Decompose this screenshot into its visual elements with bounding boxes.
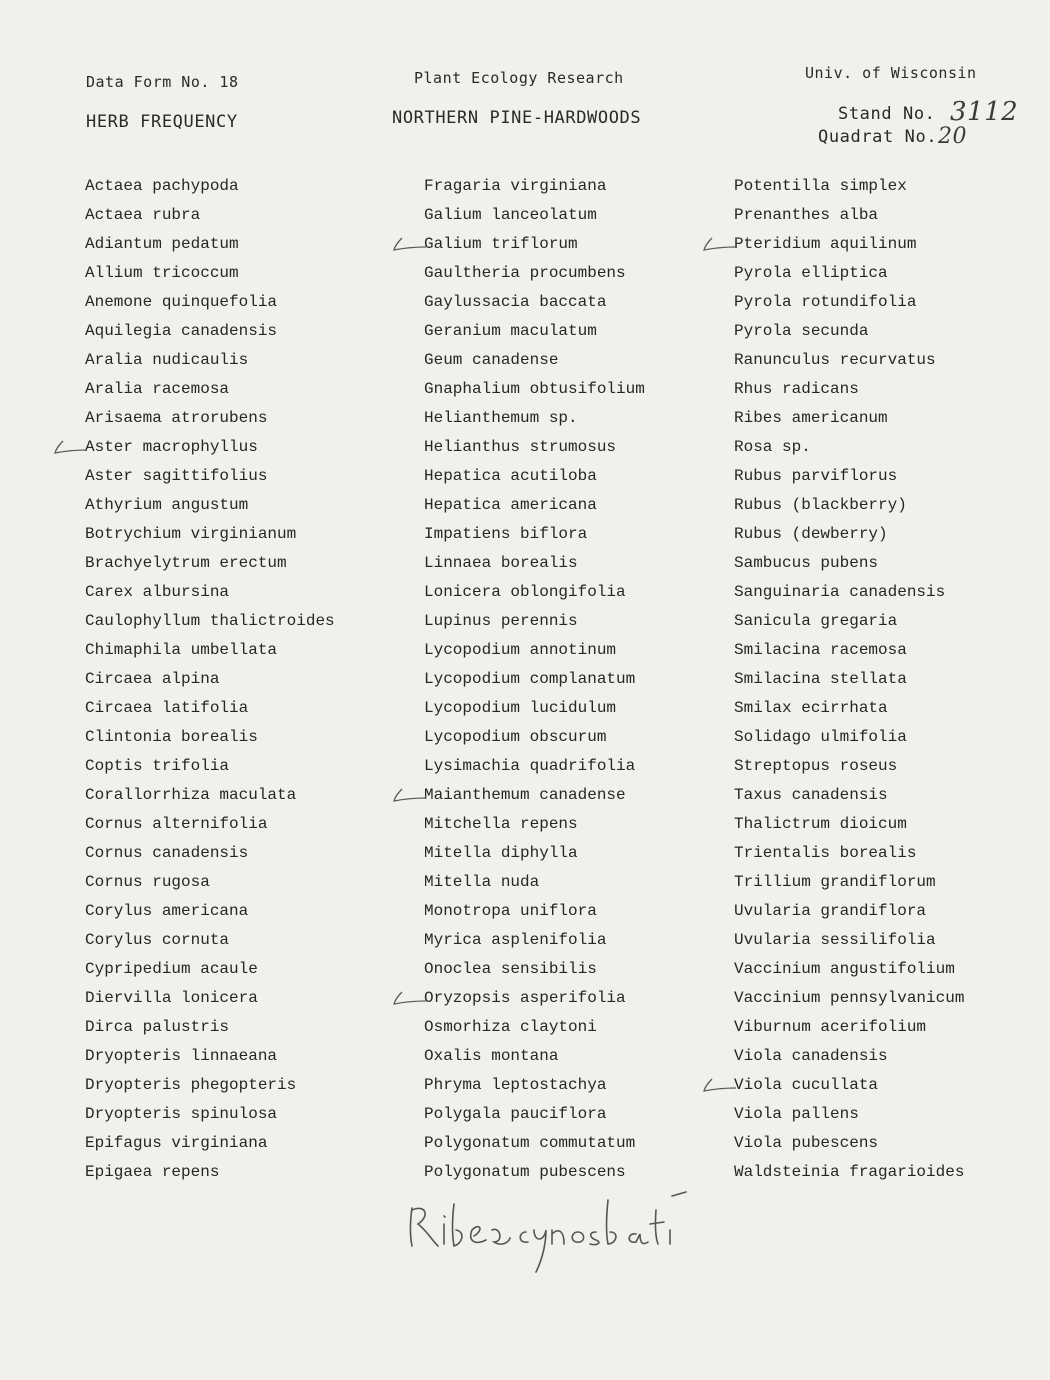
species-name: Thalictrum dioicum: [734, 815, 907, 833]
species-name: Smilacina racemosa: [734, 641, 907, 659]
species-item: [424, 549, 645, 578]
species-name: Monotropa uniflora: [424, 902, 597, 920]
species-column-3: [734, 172, 964, 1187]
species-item: [734, 172, 964, 201]
species-item: [734, 259, 964, 288]
species-name: Dryopteris phegopteris: [85, 1076, 297, 1094]
species-name: Rubus parviflorus: [734, 467, 898, 485]
species-item: [424, 578, 645, 607]
species-item: [734, 1013, 964, 1042]
species-name: Maianthemum canadense: [424, 786, 626, 804]
species-item: [424, 462, 645, 491]
species-item: [85, 346, 335, 375]
species-name: Diervilla lonicera: [85, 989, 258, 1007]
species-name: Oryzopsis asperifolia: [424, 989, 626, 1007]
species-item: [424, 839, 645, 868]
species-name: Cornus alternifolia: [85, 815, 268, 833]
species-item: [85, 955, 335, 984]
species-name: Athyrium angustum: [85, 496, 249, 514]
species-item: [734, 1071, 964, 1100]
species-name: Lycopodium annotinum: [424, 641, 617, 659]
species-item: [734, 1158, 964, 1187]
species-item: [85, 781, 335, 810]
species-name: Ribes americanum: [734, 409, 888, 427]
species-item: [85, 926, 335, 955]
species-name: Onoclea sensibilis: [424, 960, 597, 978]
species-name: Impatiens biflora: [424, 525, 588, 543]
species-name: Cypripedium acaule: [85, 960, 258, 978]
species-item: [424, 868, 645, 897]
species-item: [424, 984, 645, 1013]
community-title: NORTHERN PINE-HARDWOODS: [392, 108, 642, 128]
species-name: Mitella diphylla: [424, 844, 578, 862]
species-name: Oxalis montana: [424, 1047, 559, 1065]
species-item: [424, 491, 645, 520]
species-name: Hepatica acutiloba: [424, 467, 597, 485]
species-name: Lonicera oblongifolia: [424, 583, 626, 601]
species-name: Myrica asplenifolia: [424, 931, 607, 949]
species-item: [734, 781, 964, 810]
species-item: [424, 723, 645, 752]
species-name: Carex albursina: [85, 583, 230, 601]
species-name: Rhus radicans: [734, 380, 859, 398]
species-item: [424, 404, 645, 433]
species-item: [85, 375, 335, 404]
species-item: [734, 462, 964, 491]
species-name: Rosa sp.: [734, 438, 811, 456]
species-item: [85, 1042, 335, 1071]
species-item: [85, 1100, 335, 1129]
species-item: [85, 636, 335, 665]
species-name: Potentilla simplex: [734, 177, 907, 195]
species-item: [424, 1158, 645, 1187]
species-name: Lycopodium lucidulum: [424, 699, 617, 717]
species-item: [85, 607, 335, 636]
species-item: [734, 955, 964, 984]
species-item: [424, 694, 645, 723]
species-item: [734, 230, 964, 259]
species-name: Circaea latifolia: [85, 699, 249, 717]
species-item: [85, 433, 335, 462]
species-item: [734, 984, 964, 1013]
check-mark-icon: [392, 990, 426, 1006]
species-item: [734, 897, 964, 926]
species-item: [85, 1071, 335, 1100]
species-name: Aralia racemosa: [85, 380, 230, 398]
quadrat-number-value: 20: [938, 124, 967, 149]
species-name: Geranium maculatum: [424, 322, 597, 340]
species-name: Clintonia borealis: [85, 728, 258, 746]
species-item: [734, 752, 964, 781]
species-name: Sambucus pubens: [734, 554, 879, 572]
species-item: [85, 201, 335, 230]
species-name: Sanicula gregaria: [734, 612, 898, 630]
species-name: Viola canadensis: [734, 1047, 888, 1065]
species-item: [424, 897, 645, 926]
species-name: Caulophyllum thalictroides: [85, 612, 335, 630]
species-item: [85, 288, 335, 317]
species-item: [734, 839, 964, 868]
species-name: Galium lanceolatum: [424, 206, 597, 224]
species-name: Gnaphalium obtusifolium: [424, 380, 645, 398]
species-name: Smilacina stellata: [734, 670, 907, 688]
species-name: Phryma leptostachya: [424, 1076, 607, 1094]
species-name: Vaccinium pennsylvanicum: [734, 989, 965, 1007]
species-name: Allium tricoccum: [85, 264, 239, 282]
species-name: Mitella nuda: [424, 873, 540, 891]
species-item: [734, 491, 964, 520]
species-item: [734, 665, 964, 694]
species-name: Polygonatum commutatum: [424, 1134, 636, 1152]
species-name: Aquilegia canadensis: [85, 322, 278, 340]
species-name: Cornus rugosa: [85, 873, 210, 891]
handwritten-note-scribble: [400, 1190, 690, 1280]
species-item: [424, 781, 645, 810]
species-name: Cornus canadensis: [85, 844, 249, 862]
species-column-1: [85, 172, 335, 1187]
species-item: [424, 201, 645, 230]
species-name: Osmorhiza claytoni: [424, 1018, 597, 1036]
species-name: Aster macrophyllus: [85, 438, 258, 456]
species-name: Viola pubescens: [734, 1134, 879, 1152]
species-item: [85, 259, 335, 288]
species-name: Trillium grandiflorum: [734, 873, 936, 891]
species-name: Uvularia grandiflora: [734, 902, 927, 920]
species-item: [85, 172, 335, 201]
species-item: [424, 1100, 645, 1129]
species-name: Adiantum pedatum: [85, 235, 239, 253]
species-item: [734, 607, 964, 636]
species-item: [424, 230, 645, 259]
species-name: Lysimachia quadrifolia: [424, 757, 636, 775]
species-item: [734, 549, 964, 578]
species-item: [734, 288, 964, 317]
species-name: Aralia nudicaulis: [85, 351, 249, 369]
species-item: [734, 375, 964, 404]
species-name: Pyrola elliptica: [734, 264, 888, 282]
quadrat-number-label: Quadrat No.: [818, 127, 938, 147]
form-title: HERB FREQUENCY: [86, 112, 238, 132]
species-item: [424, 1071, 645, 1100]
species-item: [85, 1158, 335, 1187]
species-item: [734, 723, 964, 752]
species-name: Actaea pachypoda: [85, 177, 239, 195]
species-name: Hepatica americana: [424, 496, 597, 514]
species-item: [85, 520, 335, 549]
species-name: Dirca palustris: [85, 1018, 230, 1036]
species-name: Pyrola secunda: [734, 322, 869, 340]
species-name: Chimaphila umbellata: [85, 641, 278, 659]
species-name: Viola cucullata: [734, 1076, 879, 1094]
species-name: Solidago ulmifolia: [734, 728, 907, 746]
species-name: Helianthemum sp.: [424, 409, 578, 427]
species-name: Lycopodium obscurum: [424, 728, 607, 746]
species-item: [85, 491, 335, 520]
species-name: Corallorrhiza maculata: [85, 786, 297, 804]
species-item: [424, 346, 645, 375]
species-name: Botrychium virginianum: [85, 525, 297, 543]
species-name: Polygala pauciflora: [424, 1105, 607, 1123]
species-name: Corylus cornuta: [85, 931, 230, 949]
species-item: [424, 636, 645, 665]
species-name: Geum canadense: [424, 351, 559, 369]
species-name: Arisaema atrorubens: [85, 409, 268, 427]
check-mark-icon: [702, 1077, 736, 1093]
handwritten-note: [400, 1190, 690, 1280]
species-item: [85, 1129, 335, 1158]
species-name: Gaultheria procumbens: [424, 264, 626, 282]
institution-label: Plant Ecology Research: [414, 69, 624, 87]
form-number: Data Form No. 18: [86, 73, 239, 91]
species-name: Coptis trifolia: [85, 757, 230, 775]
species-name: Prenanthes alba: [734, 206, 879, 224]
species-item: [424, 317, 645, 346]
stand-number-label: Stand No.: [838, 104, 936, 124]
species-item: [734, 694, 964, 723]
species-name: Sanguinaria canadensis: [734, 583, 946, 601]
species-name: Epigaea repens: [85, 1163, 220, 1181]
species-item: [424, 375, 645, 404]
species-item: [85, 810, 335, 839]
species-item: [734, 926, 964, 955]
species-name: Trientalis borealis: [734, 844, 917, 862]
species-item: [85, 665, 335, 694]
species-name: Dryopteris spinulosa: [85, 1105, 278, 1123]
university-label: Univ. of Wisconsin: [805, 64, 977, 82]
species-item: [85, 984, 335, 1013]
species-item: [424, 752, 645, 781]
check-mark-icon: [392, 236, 426, 252]
species-item: [85, 1013, 335, 1042]
species-name: Rubus (blackberry): [734, 496, 907, 514]
species-item: [85, 578, 335, 607]
species-item: [424, 520, 645, 549]
species-item: [734, 1100, 964, 1129]
species-item: [85, 723, 335, 752]
species-item: [85, 752, 335, 781]
species-name: Mitchella repens: [424, 815, 578, 833]
species-item: [85, 897, 335, 926]
species-item: [424, 288, 645, 317]
species-name: Anemone quinquefolia: [85, 293, 278, 311]
species-name: Epifagus virginiana: [85, 1134, 268, 1152]
species-name: Circaea alpina: [85, 670, 220, 688]
species-name: Pteridium aquilinum: [734, 235, 917, 253]
species-item: [424, 926, 645, 955]
species-name: Ranunculus recurvatus: [734, 351, 936, 369]
species-item: [734, 810, 964, 839]
species-name: Brachyelytrum erectum: [85, 554, 287, 572]
species-item: [734, 1042, 964, 1071]
species-item: [734, 404, 964, 433]
species-name: Polygonatum pubescens: [424, 1163, 626, 1181]
species-item: [734, 317, 964, 346]
species-item: [424, 259, 645, 288]
species-item: [85, 462, 335, 491]
species-name: Viola pallens: [734, 1105, 859, 1123]
species-item: [734, 868, 964, 897]
species-item: [85, 230, 335, 259]
species-name: Lycopodium complanatum: [424, 670, 636, 688]
check-mark-icon: [702, 236, 736, 252]
species-name: Fragaria virginiana: [424, 177, 607, 195]
species-name: Pyrola rotundifolia: [734, 293, 917, 311]
species-item: [734, 433, 964, 462]
species-name: Lupinus perennis: [424, 612, 578, 630]
species-item: [424, 433, 645, 462]
species-item: [424, 665, 645, 694]
species-item: [734, 1129, 964, 1158]
species-item: [424, 607, 645, 636]
species-item: [424, 1013, 645, 1042]
species-name: Waldsteinia fragarioides: [734, 1163, 965, 1181]
stand-number-value: 3112: [950, 97, 1019, 127]
species-column-2: [424, 172, 645, 1187]
species-item: [85, 868, 335, 897]
species-name: Helianthus strumosus: [424, 438, 617, 456]
species-item: [734, 346, 964, 375]
species-item: [424, 1129, 645, 1158]
species-name: Vaccinium angustifolium: [734, 960, 955, 978]
species-name: Uvularia sessilifolia: [734, 931, 936, 949]
species-name: Corylus americana: [85, 902, 249, 920]
species-item: [424, 1042, 645, 1071]
species-item: [85, 317, 335, 346]
species-item: [734, 520, 964, 549]
species-item: [424, 172, 645, 201]
check-mark-icon: [392, 787, 426, 803]
species-name: Rubus (dewberry): [734, 525, 888, 543]
species-name: Streptopus roseus: [734, 757, 898, 775]
check-mark-icon: [53, 439, 87, 455]
species-item: [734, 636, 964, 665]
species-item: [734, 578, 964, 607]
species-item: [424, 955, 645, 984]
species-item: [85, 839, 335, 868]
species-item: [734, 201, 964, 230]
species-name: Taxus canadensis: [734, 786, 888, 804]
species-name: Gaylussacia baccata: [424, 293, 607, 311]
species-name: Viburnum acerifolium: [734, 1018, 927, 1036]
species-item: [85, 694, 335, 723]
species-name: Galium triflorum: [424, 235, 578, 253]
species-item: [85, 549, 335, 578]
species-item: [85, 404, 335, 433]
species-name: Smilax ecirrhata: [734, 699, 888, 717]
species-name: Dryopteris linnaeana: [85, 1047, 278, 1065]
species-name: Actaea rubra: [85, 206, 201, 224]
species-item: [424, 810, 645, 839]
species-name: Aster sagittifolius: [85, 467, 268, 485]
species-name: Linnaea borealis: [424, 554, 578, 572]
